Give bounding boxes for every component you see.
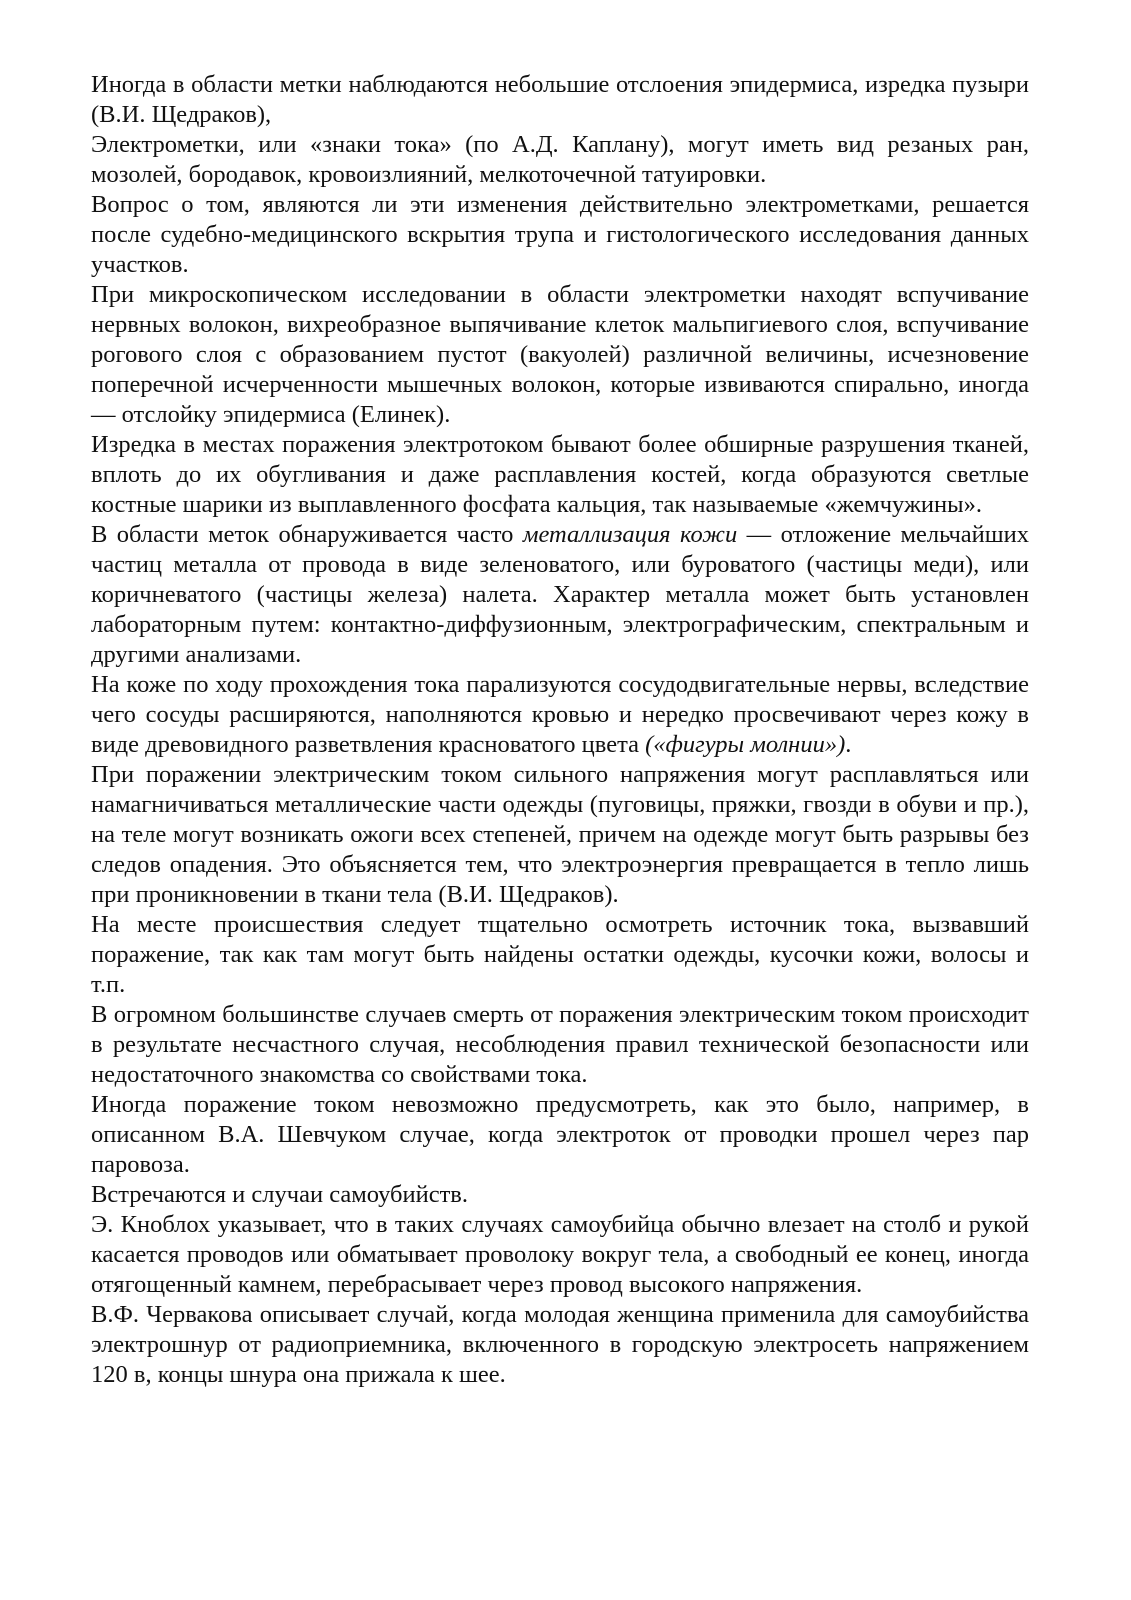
paragraph <box>91 1300 1029 1390</box>
paragraph-text: — отложение мельчайших частиц металла от провода в виде зеленоватого, или буроватого (частицы меди), или коричневатого (частицы железа) налета. Характер металла может быть установлен лабораторным путем: контактно-диффузионным, электрографическим, спектральным и другими анализами. <box>91 521 1029 668</box>
paragraph-text: На коже по ходу прохождения тока парализуются сосудодвигательные нервы, вследствие чего сосуды расширяются, наполняются кровью и нередко просвечивают через кожу в виде древовидного разветвления красноватого цвета <box>91 671 1029 758</box>
paragraph-text: . <box>845 731 852 758</box>
paragraph <box>91 1210 1029 1300</box>
paragraph <box>91 760 1029 910</box>
paragraph <box>91 70 1029 130</box>
document-page <box>91 70 1029 1390</box>
paragraph-text: На месте происшествия следует тщательно осмотреть источник тока, вызвавший поражение, так как там могут быть найдены остатки одежды, кусочки кожи, волосы и т.п. <box>91 911 1029 998</box>
paragraph <box>91 280 1029 430</box>
paragraph-text: Э. Кноблох указывает, что в таких случаях самоубийца обычно влезает на столб и рукой касается проводов или обматывает проволоку вокруг тела, а свободный ее конец, иногда отягощенный камнем, перебрасывает через провод высокого напряжения. <box>91 1211 1029 1298</box>
paragraph-text: При поражении электрическим током сильного напряжения могут расплавляться или намагничиваться металлические части одежды (пуговицы, пряжки, гвозди в обуви и пр.), на теле могут возникать ожоги всех степеней, причем на одежде могут быть разрывы без следов опадения. Это объясняется тем, что электроэнергия превращается в тепло лишь при проникновении в ткани тела (В.И. Щедраков). <box>91 761 1029 908</box>
paragraph-text: Иногда поражение током невозможно предусмотреть, как это было, например, в описанном В.А. Шевчуком случае, когда электроток от проводки прошел через пар паровоза. <box>91 1091 1029 1178</box>
paragraph <box>91 670 1029 760</box>
paragraph-text: Вопрос о том, являются ли эти изменения действительно электрометками, решается после судебно-медицинского вскрытия трупа и гистологического исследования данных участков. <box>91 191 1029 278</box>
paragraph <box>91 130 1029 190</box>
italic-term: («фигуры молнии») <box>645 731 846 758</box>
italic-term: металлизация кожи <box>522 521 738 548</box>
paragraph-text: Электрометки, или «знаки тока» (по А.Д. Каплану), могут иметь вид резаных ран, мозолей, бородавок, кровоизлияний, мелкоточечной татуировки. <box>91 131 1029 188</box>
paragraph-text: Изредка в местах поражения электротоком бывают более обширные разрушения тканей, вплоть до их обугливания и даже расплавления костей, когда образуются светлые костные шарики из выплавленного фосфата кальция, так называемые «жемчужины». <box>91 431 1029 518</box>
paragraph <box>91 430 1029 520</box>
paragraph-text: При микроскопическом исследовании в области электрометки находят вспучивание нервных волокон, вихреобразное выпячивание клеток мальпигиевого слоя, вспучивание рогового слоя с образованием пустот (вакуолей) различной величины, исчезновение поперечной исчерченности мышечных волокон, которые извиваются спирально, иногда — отслойку эпидермиса (Елинек). <box>91 281 1029 428</box>
paragraph-text: В.Ф. Червакова описывает случай, когда молодая женщина применила для самоубийства электрошнур от радиоприемника, включенного в городскую электросеть напряжением 120 в, концы шнура она прижала к шее. <box>91 1301 1029 1388</box>
paragraph <box>91 910 1029 1000</box>
paragraph <box>91 1090 1029 1180</box>
paragraph-text: В огромном большинстве случаев смерть от поражения электрическим током происходит в результате несчастного случая, несоблюдения правил технической безопасности или недостаточного знакомства со свойствами тока. <box>91 1001 1029 1088</box>
paragraph-text: Встречаются и случаи самоубийств. <box>91 1181 468 1208</box>
paragraph <box>91 1000 1029 1090</box>
paragraph-text: Иногда в области метки наблюдаются небольшие отслоения эпидермиса, изредка пузыри (В.И. Щедраков), <box>91 71 1029 128</box>
paragraph <box>91 520 1029 670</box>
paragraph <box>91 190 1029 280</box>
paragraph <box>91 1180 1029 1210</box>
paragraph-text: В области меток обнаруживается часто <box>91 521 523 548</box>
